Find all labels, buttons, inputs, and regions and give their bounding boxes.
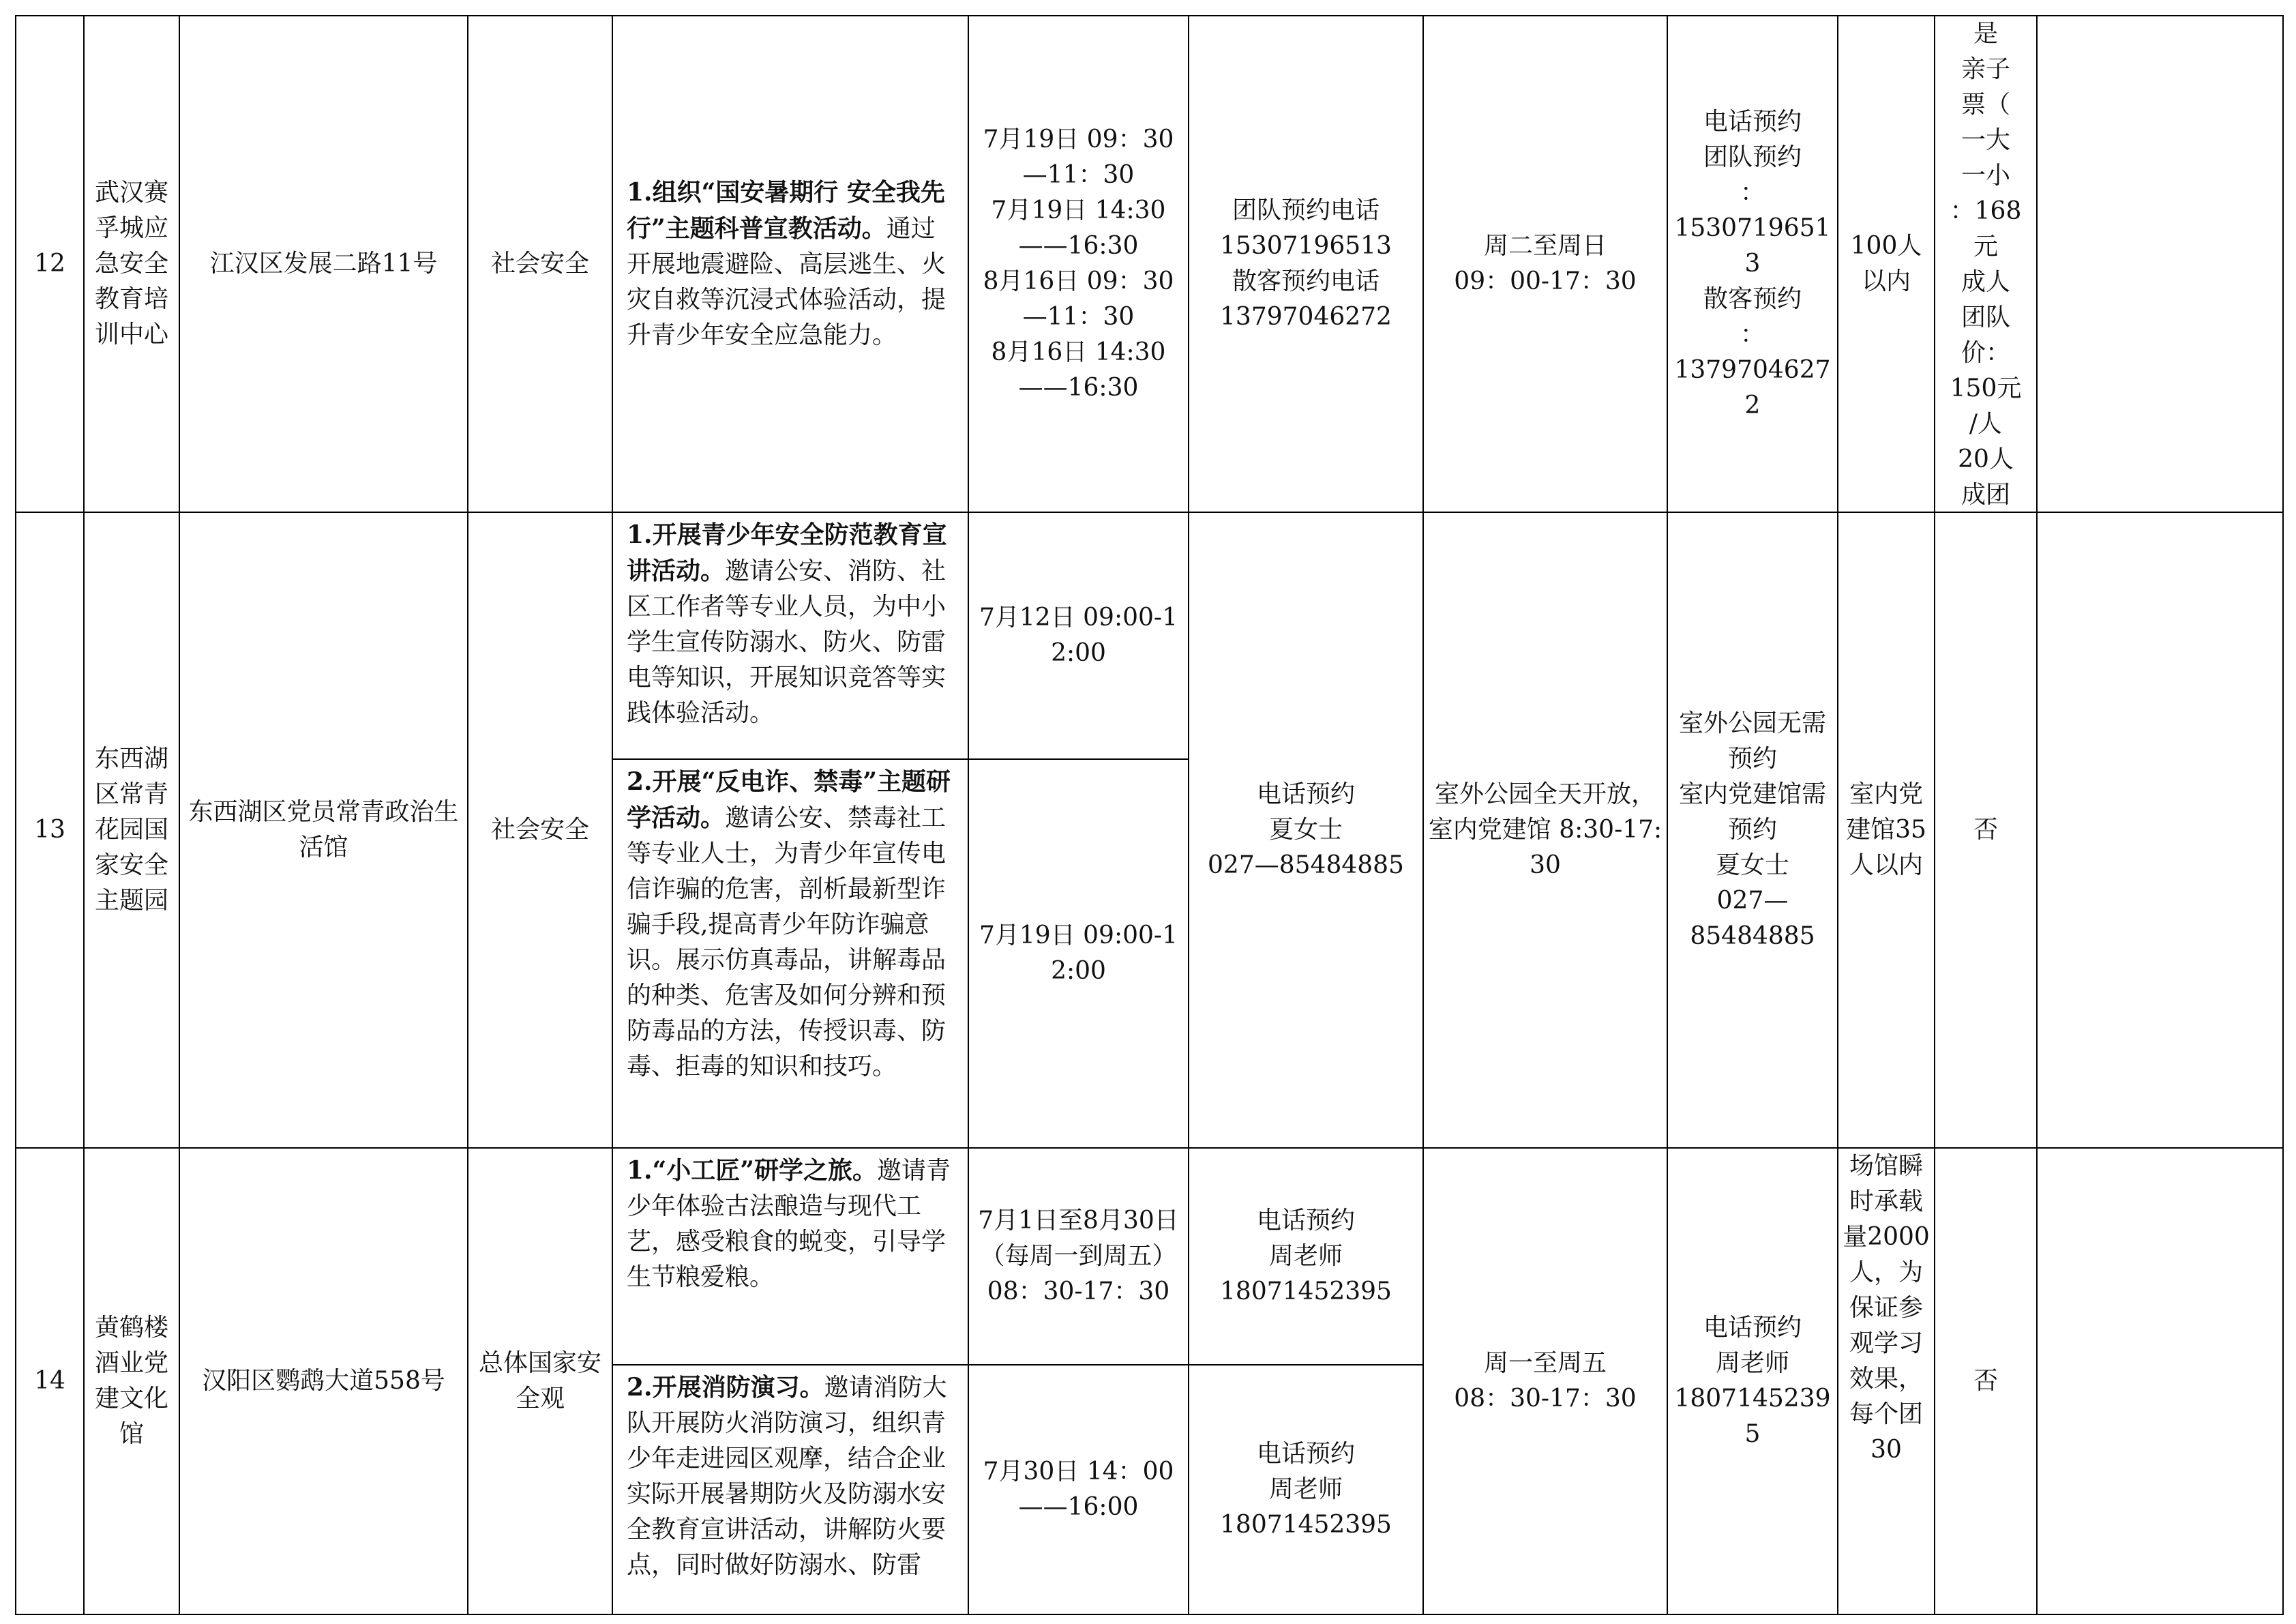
contact-line: 13797046272 xyxy=(1220,303,1392,331)
hours-line: 室内党建馆 8:30-17:30 xyxy=(1428,816,1663,879)
venue-name: 武汉赛孚城应急安全教育培训中心 xyxy=(84,16,179,512)
table-row xyxy=(16,512,2283,759)
fee-line: 成人 xyxy=(1960,268,2010,296)
hours-line: 周二至周日 xyxy=(1483,232,1607,260)
row-number: 14 xyxy=(16,1148,84,1614)
fee-line: 一小 xyxy=(1960,162,2010,190)
activity-contact xyxy=(1189,1148,1423,1365)
booking-line: 18071452395 xyxy=(1674,1385,1831,1448)
time-line: 7月19日 09：30—11：30 xyxy=(983,126,1174,189)
time-line: 8月16日 09：30—11：30 xyxy=(983,267,1174,331)
activity-title: 1.组织“国安暑期行 安全我先行”主题科普宣教活动。 xyxy=(627,178,945,243)
venue-name: 黄鹤楼酒业党建文化馆 xyxy=(84,1148,179,1614)
activity-time xyxy=(968,1148,1189,1365)
time-line: 7月19日 14:30——16:30 xyxy=(991,196,1166,260)
booking-line: 散客预约 xyxy=(1703,285,1802,313)
time-line: 7月30日 14：00——16:00 xyxy=(983,1458,1174,1521)
row-number: 12 xyxy=(16,16,84,512)
hours-line: 08：30-17：30 xyxy=(1454,1385,1637,1413)
booking-line: 周老师 xyxy=(1715,1349,1789,1377)
activity-table xyxy=(15,15,2284,1615)
fee-line: 一大 xyxy=(1960,126,2010,154)
booking-line: ： xyxy=(1740,321,1765,349)
activity-title: 2.开展消防演习。 xyxy=(627,1373,824,1402)
contact-line: 15307196513 xyxy=(1220,232,1392,260)
activity-description: 邀请消防大队开展防火消防演习，组织青少年走进园区观摩，结合企业实际开展暑期防火及防溺水安全教育宣讲活动，讲解防火要点，同时做好防溺水、防雷 xyxy=(627,1374,947,1579)
activity-theme: 社会安全 xyxy=(468,512,612,1148)
contact-line: 夏女士 xyxy=(1268,816,1343,844)
activity-time xyxy=(968,512,1189,759)
activity-description: 通过开展地震避险、高层逃生、火灾自救等沉浸式体验活动，提升青少年安全应急能力。 xyxy=(627,215,946,349)
activity-content xyxy=(612,16,968,512)
fee-line: 20人 xyxy=(1958,445,2014,473)
fee-line: ：168 xyxy=(1950,197,2022,225)
row-number: 13 xyxy=(16,512,84,1148)
hours-line: 室外公园全天开放， xyxy=(1434,780,1656,808)
fee-info: 否 xyxy=(1935,1148,2037,1614)
venue-address: 汉阳区鹦鹉大道558号 xyxy=(179,1148,468,1614)
fee-line: 是 xyxy=(1973,20,1998,48)
contact-line: 团队预约电话 xyxy=(1232,196,1380,224)
booking-method xyxy=(1667,1148,1838,1614)
opening-hours xyxy=(1423,512,1667,1148)
booking-line: 15307196513 xyxy=(1674,214,1831,278)
contact-line: 电话预约 xyxy=(1256,1440,1355,1468)
contact-line: 电话预约 xyxy=(1256,780,1355,808)
fee-info xyxy=(1935,16,2037,512)
booking-line: 室内党建馆需预约 xyxy=(1678,780,1826,844)
booking-line: 13797046272 xyxy=(1674,356,1831,419)
venue-name: 东西湖区常青花园国家安全主题园 xyxy=(84,512,179,1148)
activity-title: 1.“小工匠”研学之旅。 xyxy=(627,1156,877,1185)
activity-theme: 社会安全 xyxy=(468,16,612,512)
booking-line: 电话预约 xyxy=(1703,1314,1802,1342)
activity-time xyxy=(968,759,1189,1148)
contact-line: 周老师 xyxy=(1268,1242,1343,1270)
activity-description: 邀请公安、禁毒社工等专业人士，为青少年宣传电信诈骗的危害，剖析最新型诈骗手段,提高青少年防诈骗意识。展示仿真毒品，讲解毒品的种类、危害及如何分辨和预防毒品的方法，传授识毒、防毒、拒毒的知识和技巧。 xyxy=(627,804,946,1080)
activity-time xyxy=(968,1365,1189,1614)
time-line: 8月16日 14:30——16:30 xyxy=(991,338,1166,402)
booking-line: ： xyxy=(1740,179,1765,207)
table-row xyxy=(16,16,2283,512)
time-line: 7月1日至8月30日 xyxy=(978,1207,1179,1235)
activity-contact xyxy=(1189,512,1423,1148)
activity-content xyxy=(612,512,968,759)
activity-contact xyxy=(1189,1365,1423,1614)
activity-title: 1.开展青少年安全防范教育宣讲活动。 xyxy=(627,520,947,585)
venue-address: 东西湖区党员常青政治生活馆 xyxy=(179,512,468,1148)
contact-line: 周老师 xyxy=(1268,1475,1343,1503)
activity-content xyxy=(612,1148,968,1365)
activity-description: 邀请公安、消防、社区工作者等专业人员，为中小学生宣传防溺水、防火、防雷电等知识，开展知识竞答等实践体验活动。 xyxy=(627,557,946,727)
capacity: 室内党建馆35人以内 xyxy=(1838,512,1935,1148)
time-line: 08：30-17：30 xyxy=(987,1278,1170,1305)
fee-line: 元 xyxy=(1973,233,1998,261)
booking-line: 夏女士 xyxy=(1715,851,1789,879)
fee-line: 价： xyxy=(1960,339,2010,367)
fee-line: 团队 xyxy=(1960,304,2010,331)
activity-contact xyxy=(1189,16,1423,512)
time-line: 7月19日 09:00-12:00 xyxy=(979,921,1178,985)
capacity: 100人以内 xyxy=(1838,16,1935,512)
booking-method xyxy=(1667,16,1838,512)
booking-line: 电话预约 xyxy=(1703,108,1802,136)
contact-line: 18071452395 xyxy=(1220,1511,1392,1539)
fee-info: 否 xyxy=(1935,512,2037,1148)
hours-line: 09：00-17：30 xyxy=(1454,267,1637,295)
contact-line: 027—85484885 xyxy=(1208,851,1404,879)
opening-hours xyxy=(1423,16,1667,512)
fee-line: 150元 xyxy=(1950,374,2022,402)
time-line: 7月12日 09:00-12:00 xyxy=(979,604,1178,667)
booking-line: 85484885 xyxy=(1690,922,1815,950)
remarks xyxy=(2037,512,2283,1148)
booking-line: 室外公园无需预约 xyxy=(1678,709,1826,773)
contact-line: 散客预约电话 xyxy=(1232,267,1380,295)
opening-hours xyxy=(1423,1148,1667,1614)
activity-description: 邀请青少年体验古法酿造与现代工艺，感受粮食的蜕变，引导学生节粮爱粮。 xyxy=(627,1157,951,1291)
venue-address: 江汉区发展二路11号 xyxy=(179,16,468,512)
booking-method xyxy=(1667,512,1838,1148)
hours-line: 周一至周五 xyxy=(1483,1349,1607,1377)
capacity-text: 场馆瞬时承载量2000人，为保证参观学习效果，每个团30 xyxy=(1843,1152,1930,1464)
activity-time xyxy=(968,16,1189,512)
contact-line: 电话预约 xyxy=(1256,1207,1355,1235)
fee-line: 票（ xyxy=(1960,91,2010,119)
fee-line: /人 xyxy=(1969,410,2003,438)
fee-line: 成团 xyxy=(1960,481,2010,505)
time-line: （每周一到周五） xyxy=(980,1242,1177,1270)
contact-line: 18071452395 xyxy=(1220,1278,1392,1305)
capacity xyxy=(1838,1148,1935,1614)
remarks xyxy=(2037,16,2283,512)
activity-content xyxy=(612,1365,968,1614)
table-row xyxy=(16,1148,2283,1365)
fee-line: 亲子 xyxy=(1960,55,2010,83)
activity-content xyxy=(612,759,968,1148)
activity-title: 2.开展“反电诈、禁毒”主题研学活动。 xyxy=(627,767,951,832)
remarks xyxy=(2037,1148,2283,1614)
booking-line: 团队预约 xyxy=(1703,143,1802,171)
booking-line: 027— xyxy=(1716,887,1789,915)
activity-theme: 总体国家安全观 xyxy=(468,1148,612,1614)
